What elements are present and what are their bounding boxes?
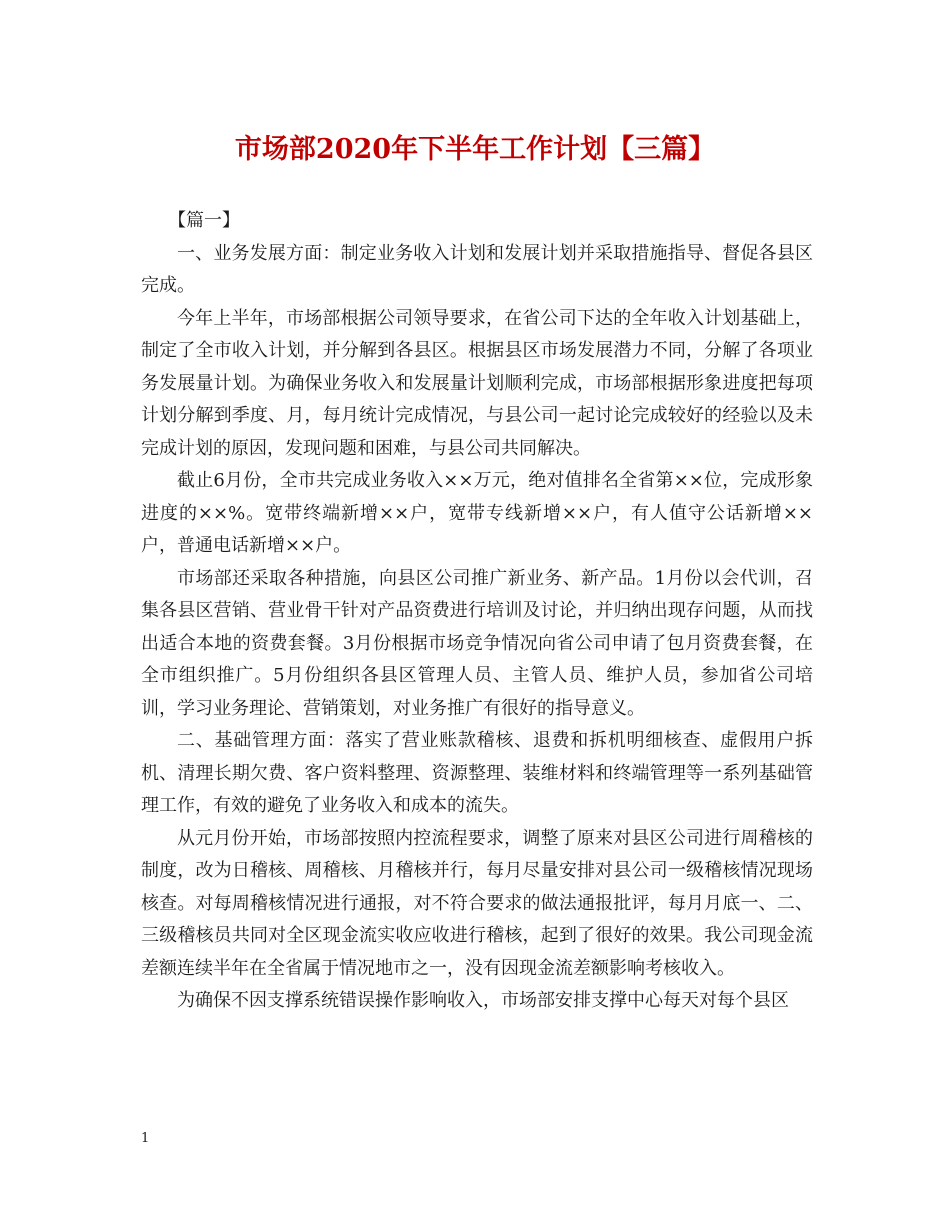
paragraph-support-system: 为确保不因支撑系统错误操作影响收入，市场部安排支撑中心每天对每个县区 (177, 990, 789, 1011)
paragraph-first-half-plan: 今年上半年，市场部根据公司领导要求，在省公司下达的全年收入计划基础上，制定了全市收入计划，并分解到各县区。根据县区市场发展潜力不同，分解了各项业务发展量计划。为确保业务收入和发展量计划顺利完成，市场部根据形象进度把每项计划分解到季度、月，每月统计完成情况，与县公司一起讨论完成较好的经验以及未完成计划的原因，发现问题和困难，与县公司共同解决。 (141, 307, 813, 459)
paragraph-audit-process: 从元月份开始，市场部按照内控流程要求，调整了原来对县区公司进行周稽核的制度，改为日稽核、周稽核、月稽核并行，每月尽量安排对县公司一级稽核情况现场核查。对每周稽核情况进行通报，对不符合要求的做法通报批评，每月月底一、二、三级稽核员共同对全区现金流实收应收进行稽核，起到了很好的效果。我公司现金流差额连续半年在全省属于情况地市之一，没有因现金流差额影响考核收入。 (141, 827, 813, 979)
paragraph-june-results: 截止6月份，全市共完成业务收入××万元，绝对值排名全省第××位，完成形象进度的××%。宽带终端新增××户，宽带专线新增××户，有人值守公话新增××户，普通电话新增××户。 (141, 470, 813, 556)
paragraph-business-development: 一、业务发展方面：制定业务收入计划和发展计划并采取措施指导、督促各县区完成。 (141, 242, 813, 296)
document-body (141, 205, 813, 1018)
paragraph-basic-management: 二、基础管理方面：落实了营业账款稽核、退费和拆机明细核查、虚假用户拆机、清理长期欠费、客户资料整理、资源整理、装维材料和终端管理等一系列基础管理工作，有效的避免了业务收入和成本的流失。 (141, 730, 813, 816)
section-label: 【篇一】 (168, 210, 240, 231)
paragraph-new-products: 市场部还采取各种措施，向县区公司推广新业务、新产品。1月份以会代训，召集各县区营销、营业骨干针对产品资费进行培训及讨论，并归纳出现存问题，从而找出适合本地的资费套餐。3月份根据市场竞争情况向省公司申请了包月资费套餐，在全市组织推广。5月份组织各县区管理人员、主管人员、维护人员，参加省公司培训，学习业务理论、营销策划，对业务推广有很好的指导意义。 (141, 567, 813, 719)
page-number: 1 (141, 1131, 150, 1146)
document-title: 市场部2020年下半年工作计划【三篇】 (234, 134, 716, 165)
